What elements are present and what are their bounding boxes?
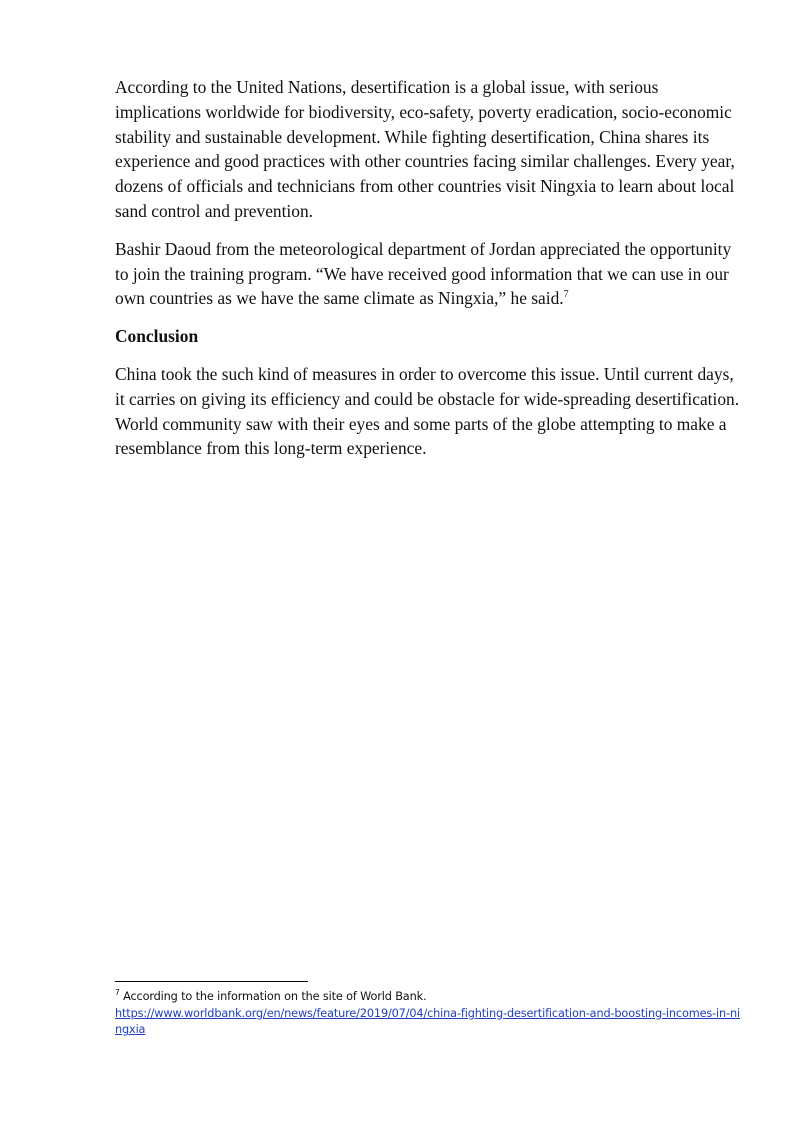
footnote-number: 7 — [115, 988, 120, 998]
body-text — [115, 75, 743, 474]
paragraph-desertification-global-issue: According to the United Nations, desertification is a global issue, with serious implications worldwide for biodiversity, eco-safety, poverty eradication, socio-economic stability and sustainable development. While fighting desertification, China shares its experience and good practices with other countries facing similar challenges. Every year, dozens of officials and technicians from other countries visit Ningxia to learn about local sand control and prevention. — [115, 77, 735, 221]
section-heading-conclusion: Conclusion — [115, 326, 199, 347]
footnote-reference[interactable]: 7 — [563, 289, 569, 301]
footnote-separator — [115, 981, 308, 982]
footnote-link[interactable]: https://www.worldbank.org/en/news/feature/2019/07/04/china-fighting-desertification-and-boosting-incomes-in-ningxia — [115, 1006, 740, 1036]
footnote-text: According to the information on the site of World Bank. — [119, 990, 427, 1003]
paragraph-text: Bashir Daoud from the meteorological department of Jordan appreciated the opportunity to join the training program. “We have received good information that we can use in our own countries as we have the same climate as Ningxia,” he said. — [115, 238, 732, 309]
paragraph-bashir-daoud-quote — [115, 237, 743, 311]
paragraph-conclusion: China took the such kind of measures in order to overcome this issue. Until current days, it carries on giving its efficiency and could be obstacle for wide-spreading desertification. World community saw with their eyes and some parts of the globe attempting to make a resemblance from this long-term experience. — [115, 363, 740, 459]
footnote — [115, 989, 745, 1039]
